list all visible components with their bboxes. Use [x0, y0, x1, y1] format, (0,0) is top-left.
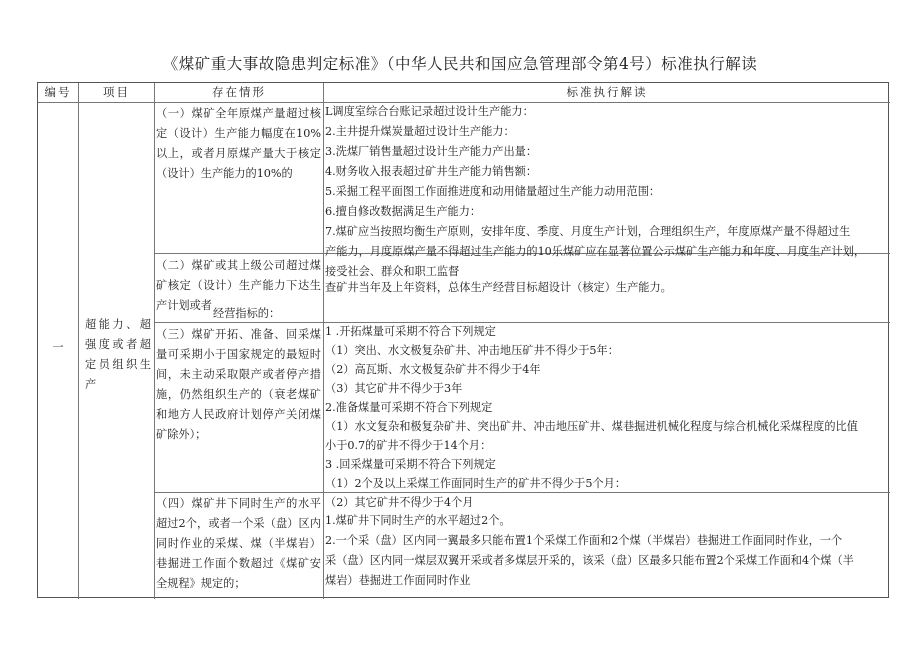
interpretation-line: （1）水文复杂和极复杂矿井、突出矿井、冲击地压矿井、煤巷掘进机械化程度与综合机械化采煤程度的比值: [325, 420, 858, 433]
situation-2-tail: 经营指标的：: [213, 307, 281, 320]
interpretation-line: 6.擅自修改数据满足生产能力：: [325, 205, 482, 218]
interpretation-line: 1.煤矿井下同时生产的水平超过2个。: [325, 514, 511, 527]
row-divider: [154, 492, 890, 493]
interpretation-line: （2）其它矿井不得少于4个月: [325, 496, 474, 509]
header-situation: 存在情形: [212, 85, 266, 99]
header-project: 项目: [103, 85, 130, 99]
interpretation-line: 3.洗煤厂销售量超过设计生产能力产出量：: [325, 145, 538, 158]
interpretation-line: （1）2个及以上采煤工作面同时生产的矿井不得少于5个月：: [325, 477, 627, 490]
col-divider: [78, 83, 79, 599]
interpretation-4: [325, 511, 887, 591]
interpretation-line: 4.财务收入报表超过矿井生产能力销售额：: [325, 165, 538, 178]
interpretation-line: 3 .回采煤量可采期不符合下列规定: [325, 458, 496, 471]
interpretation-line: 7.煤矿应当按照均衡生产原则，安排年度、季度、月度生产计划，合理组织生产，年度原煤产量不得超过生: [325, 225, 851, 238]
interpretation-line: 1 .开拓煤量可采期不符合下列规定: [325, 325, 496, 338]
col-divider: [154, 83, 155, 599]
interpretation-line: 采（盘）区内同一煤层双翼开采或者多煤层开采的，该采（盘）区最多只能布置2个采煤工作面和4个煤（半: [325, 554, 854, 567]
interpretation-line: （3）其它矿井不得少于3年: [325, 382, 463, 395]
row-number: 一: [52, 341, 64, 354]
project-label: 超能力、超强度或者超定员组织生产: [85, 318, 151, 391]
situation-2: （二）煤矿或其上级公司超过煤矿核定（设计）生产能力下达生产计划或者: [156, 259, 321, 312]
document-title: 《煤矿重大事故隐患判定标准》（中华人民共和国应急管理部令第4号）标准执行解读: [162, 55, 758, 73]
interpretation-line: 5.采掘工程平面图工作面推进度和动用储量超过生产能力动用范围：: [325, 185, 661, 198]
interpretation-line: L调度室综合台账记录超过设计生产能力：: [325, 105, 534, 118]
interpretation-line: 2.主井提升煤炭量超过设计生产能力：: [325, 125, 515, 138]
interpretation-1: [325, 102, 887, 278]
situation-4: （四）煤矿井下同时生产的水平超过2个，或者一个采（盘）区内同时作业的采煤、煤（半煤岩）巷掘进工作面个数超过《煤矿安全规程》规定的；: [156, 497, 321, 590]
interpretation-line: 产能力，月度原煤产量不得超过生产能力的10乐煤矿应在显著位置公示煤矿生产能力和年度、月度生产计划，: [325, 245, 866, 258]
interpretation-line: 煤岩）巷掘进工作面同时作业: [325, 574, 471, 587]
situation-3: （三）煤矿开拓、准备、回采煤量可采期小于国家规定的最短时间，未主动采取限产或者停产措施，仍然组织生产的（衰老煤矿和地方人民政府计划停产关闭煤矿除外）；: [156, 328, 321, 441]
standards-table: [37, 82, 889, 598]
interpretation-line: 接受社会、群众和职工监督: [325, 265, 460, 278]
interpretation-line: 小于0.7的矿井不得少于14个月：: [325, 439, 492, 452]
interpretation-line: 2.一个采（盘）区内同一翼最多只能布置1个采煤工作面和2个煤（半煤岩）巷掘进工作面同时作业，一个: [325, 534, 843, 547]
interpretation-3: [325, 323, 887, 509]
situation-1: （一）煤矿全年原煤产量超过核定（设计）生产能力幅度在10%以上，或者月原煤产量大于核定（设计）生产能力的10%的: [156, 107, 321, 180]
header-interpretation: 标准执行解读: [566, 85, 648, 99]
col-divider: [323, 83, 324, 599]
interpretation-line: （2）高瓦斯、水文极复杂矿井不得少于4年: [325, 363, 541, 376]
interpretation-line: 2.准备煤量可采期不符合下列规定: [325, 401, 493, 414]
header-number: 编号: [44, 85, 72, 99]
interpretation-2: 查矿井当年及上年资料，总体生产经营目标超设计（核定）生产能力。: [325, 281, 672, 294]
interpretation-line: （1）突出、水文极复杂矿井、冲击地压矿井不得少于5年：: [325, 344, 619, 357]
